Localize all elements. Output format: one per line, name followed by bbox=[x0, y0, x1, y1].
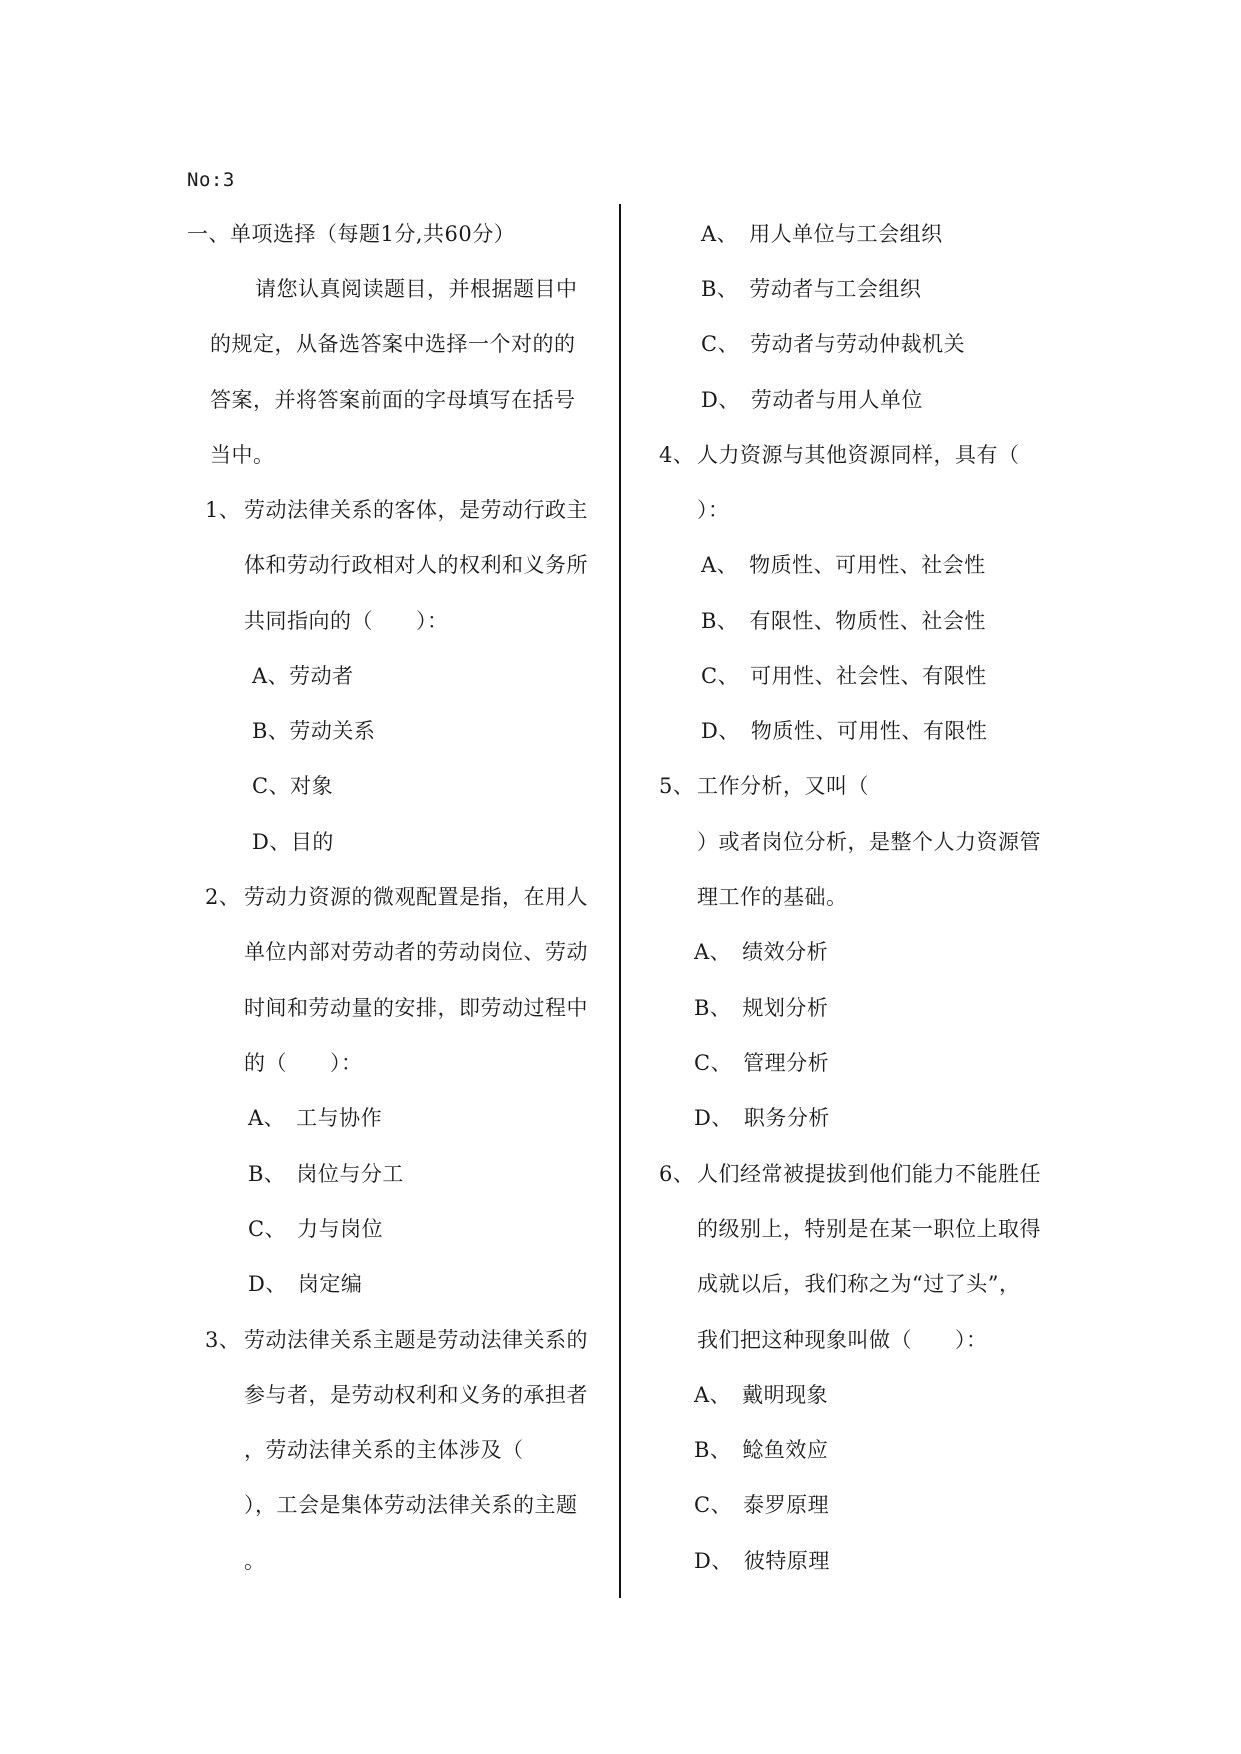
instructions-line: 请您认真阅读题目，并根据题目中 bbox=[255, 277, 578, 301]
answer-option: C、 劳动者与劳动仲裁机关 bbox=[701, 332, 966, 356]
question-number: 2、 bbox=[205, 885, 241, 909]
answer-option: D、 职务分析 bbox=[694, 1106, 830, 1130]
instructions-line: 当中。 bbox=[210, 443, 275, 467]
answer-option: B、 鲶鱼效应 bbox=[694, 1438, 829, 1462]
section-heading: 一、单项选择（每题1分,共60分） bbox=[187, 222, 516, 246]
question-text: ，劳动法律关系的主体涉及（ bbox=[244, 1438, 524, 1462]
column-divider bbox=[619, 204, 621, 1598]
question-text: 。 bbox=[244, 1549, 266, 1573]
answer-option: B、 岗位与分工 bbox=[248, 1162, 404, 1186]
question-number: 5、 bbox=[659, 774, 695, 798]
question-text: 人力资源与其他资源同样，具有（ bbox=[697, 443, 1020, 467]
answer-option: A、 绩效分析 bbox=[694, 940, 829, 964]
instructions-line: 的规定，从备选答案中选择一个对的的 bbox=[210, 332, 576, 356]
question-number: 4、 bbox=[659, 443, 695, 467]
answer-option: B、劳动关系 bbox=[252, 719, 376, 743]
question-number: 3、 bbox=[205, 1328, 241, 1352]
answer-option: C、对象 bbox=[252, 774, 334, 798]
question-text: 劳动法律关系的客体，是劳动行政主 bbox=[244, 498, 588, 522]
answer-option: A、 物质性、可用性、社会性 bbox=[701, 553, 986, 577]
document-number: No:3 bbox=[187, 169, 235, 191]
answer-option: C、 管理分析 bbox=[694, 1051, 830, 1075]
question-number: 6、 bbox=[659, 1162, 695, 1186]
answer-option: B、 有限性、物质性、社会性 bbox=[701, 609, 986, 633]
question-number: 1、 bbox=[205, 498, 241, 522]
question-text: 劳动力资源的微观配置是指，在用人 bbox=[244, 885, 588, 909]
answer-option: B、 规划分析 bbox=[694, 996, 829, 1020]
answer-option: B、 劳动者与工会组织 bbox=[701, 277, 922, 301]
answer-option: D、 物质性、可用性、有限性 bbox=[701, 719, 988, 743]
answer-option: A、 戴明现象 bbox=[694, 1383, 829, 1407]
answer-option: D、目的 bbox=[252, 830, 334, 854]
answer-option: C、 泰罗原理 bbox=[694, 1493, 830, 1517]
answer-option: C、 力与岗位 bbox=[248, 1217, 384, 1241]
question-text: 时间和劳动量的安排，即劳动过程中 bbox=[244, 996, 588, 1020]
question-text: 工作分析，又叫（ bbox=[697, 774, 869, 798]
answer-option: D、 彼特原理 bbox=[694, 1549, 830, 1573]
answer-option: D、 劳动者与用人单位 bbox=[701, 388, 923, 412]
question-text: 单位内部对劳动者的劳动岗位、劳动 bbox=[244, 940, 588, 964]
question-text: ）： bbox=[697, 498, 730, 522]
instructions-line: 答案，并将答案前面的字母填写在括号 bbox=[210, 388, 576, 412]
question-text: 的（ ）： bbox=[244, 1051, 363, 1075]
question-text: ）或者岗位分析，是整个人力资源管 bbox=[697, 830, 1041, 854]
question-text: 劳动法律关系主题是劳动法律关系的 bbox=[244, 1328, 588, 1352]
question-text: 人们经常被提拔到他们能力不能胜任 bbox=[697, 1162, 1041, 1186]
question-text: 的级别上，特别是在某一职位上取得 bbox=[697, 1217, 1041, 1241]
answer-option: D、 岗定编 bbox=[248, 1272, 363, 1296]
question-text: 体和劳动行政相对人的权利和义务所 bbox=[244, 553, 588, 577]
question-text: 我们把这种现象叫做（ ）： bbox=[697, 1328, 988, 1352]
answer-option: A、 用人单位与工会组织 bbox=[701, 222, 943, 246]
question-text: 成就以后，我们称之为“过了头”， bbox=[697, 1272, 1021, 1296]
answer-option: A、劳动者 bbox=[252, 664, 354, 688]
answer-option: C、 可用性、社会性、有限性 bbox=[701, 664, 987, 688]
question-text: 共同指向的（ ）： bbox=[244, 609, 449, 633]
question-text: 理工作的基础。 bbox=[697, 885, 848, 909]
question-text: 参与者，是劳动权利和义务的承担者 bbox=[244, 1383, 588, 1407]
answer-option: A、 工与协作 bbox=[248, 1106, 383, 1130]
question-text: ），工会是集体劳动法律关系的主题 bbox=[244, 1493, 578, 1517]
